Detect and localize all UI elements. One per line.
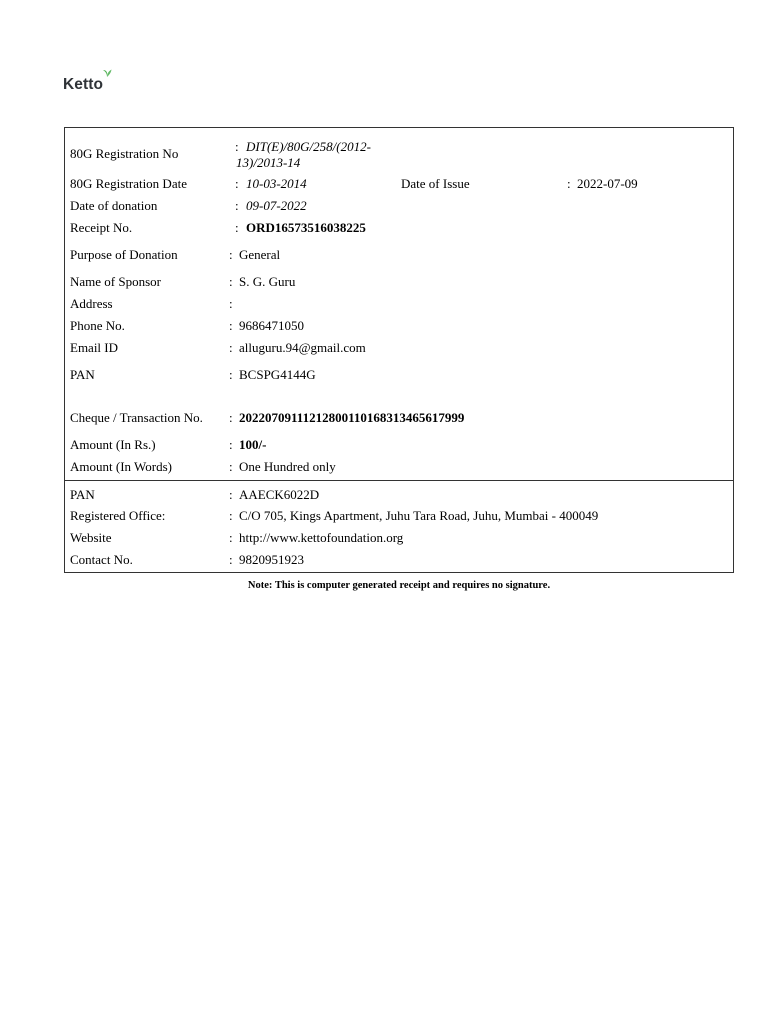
receipt-no-row: Receipt No. : ORD16573516038225 [70,220,366,235]
pan-label: PAN [70,367,95,382]
email-value: alluguru.94@gmail.com [239,340,366,355]
reg-date-value: 10-03-2014 [246,176,307,191]
address-row: Address : [70,296,233,311]
address-label: Address [70,296,113,311]
receipt-box [64,127,734,573]
footer-note: Note: This is computer generated receipt and requires no signature. [247,580,551,591]
email-label: Email ID [70,340,119,355]
purpose-value: General [239,247,281,262]
leaf-icon [102,68,112,78]
donation-date-value: 09-07-2022 [246,198,307,213]
sponsor-row: Name of Sponsor : S. G. Guru [70,274,296,289]
amount-value: 100/- [239,437,267,452]
contact-value: 9820951923 [239,552,304,567]
email-row: Email ID : alluguru.94@gmail.com [70,340,366,355]
donation-date-row: Date of donation : 09-07-2022 [70,198,307,213]
logo-text: Ketto [63,76,104,93]
pan-row: PAN : BCSPG4144G [70,367,316,382]
phone-value: 9686471050 [239,318,304,333]
phone-label: Phone No. [70,318,125,333]
contact-label: Contact No. [70,552,133,567]
amount-words-row: Amount (In Words) : One Hundred only [70,459,336,474]
website-value[interactable]: http://www.kettofoundation.org [239,530,404,545]
ketto-logo [63,68,123,98]
website-row: Website : http://www.kettofoundation.org [70,530,404,545]
amount-words-label: Amount (In Words) [70,459,172,474]
reg-date-row: 80G Registration Date : 10-03-2014 Date of Issue : 2022-07-09 [70,176,638,191]
donation-date-label: Date of donation [70,198,158,213]
amount-words-value: One Hundred only [239,459,336,474]
amount-label: Amount (In Rs.) [70,437,156,452]
txn-label: Cheque / Transaction No. [70,410,203,425]
reg-no-label: 80G Registration No [70,146,179,161]
purpose-row: Purpose of Donation : General [70,247,281,262]
issue-date-label: Date of Issue [401,176,470,191]
sponsor-value: S. G. Guru [239,274,296,289]
txn-value: 20220709111212800110168313465617999 [239,410,465,425]
org-pan-row: PAN : AAECK6022D [70,487,320,502]
sponsor-label: Name of Sponsor [70,274,161,289]
reg-no-row: 80G Registration No : DIT(E)/80G/258/(2012- 13)/2013-14 [70,139,371,170]
issue-date-value: 2022-07-09 [577,176,638,191]
contact-row: Contact No. : 9820951923 [70,552,304,567]
org-pan-label: PAN [70,487,95,502]
amount-row: Amount (In Rs.) : 100/- [70,437,267,452]
pan-value: BCSPG4144G [239,367,316,382]
receipt-no-label: Receipt No. [70,220,133,235]
receipt-no-value: ORD16573516038225 [246,220,366,235]
website-label: Website [70,530,112,545]
phone-row: Phone No. : 9686471050 [70,318,304,333]
purpose-label: Purpose of Donation [70,247,178,262]
office-label: Registered Office: [70,508,166,523]
reg-no-value-2: 13)/2013-14 [236,155,301,170]
reg-no-value-1: DIT(E)/80G/258/(2012- [246,139,371,154]
section-divider [65,480,733,481]
office-row: Registered Office: : C/O 705, Kings Apartment, Juhu Tara Road, Juhu, Mumbai - 400049 [70,508,599,523]
txn-row: Cheque / Transaction No. : 20220709111212800110168313465617999 [70,410,465,425]
reg-date-label: 80G Registration Date [70,176,187,191]
office-value: C/O 705, Kings Apartment, Juhu Tara Road, Juhu, Mumbai - 400049 [239,508,599,523]
org-pan-value: AAECK6022D [239,487,320,502]
